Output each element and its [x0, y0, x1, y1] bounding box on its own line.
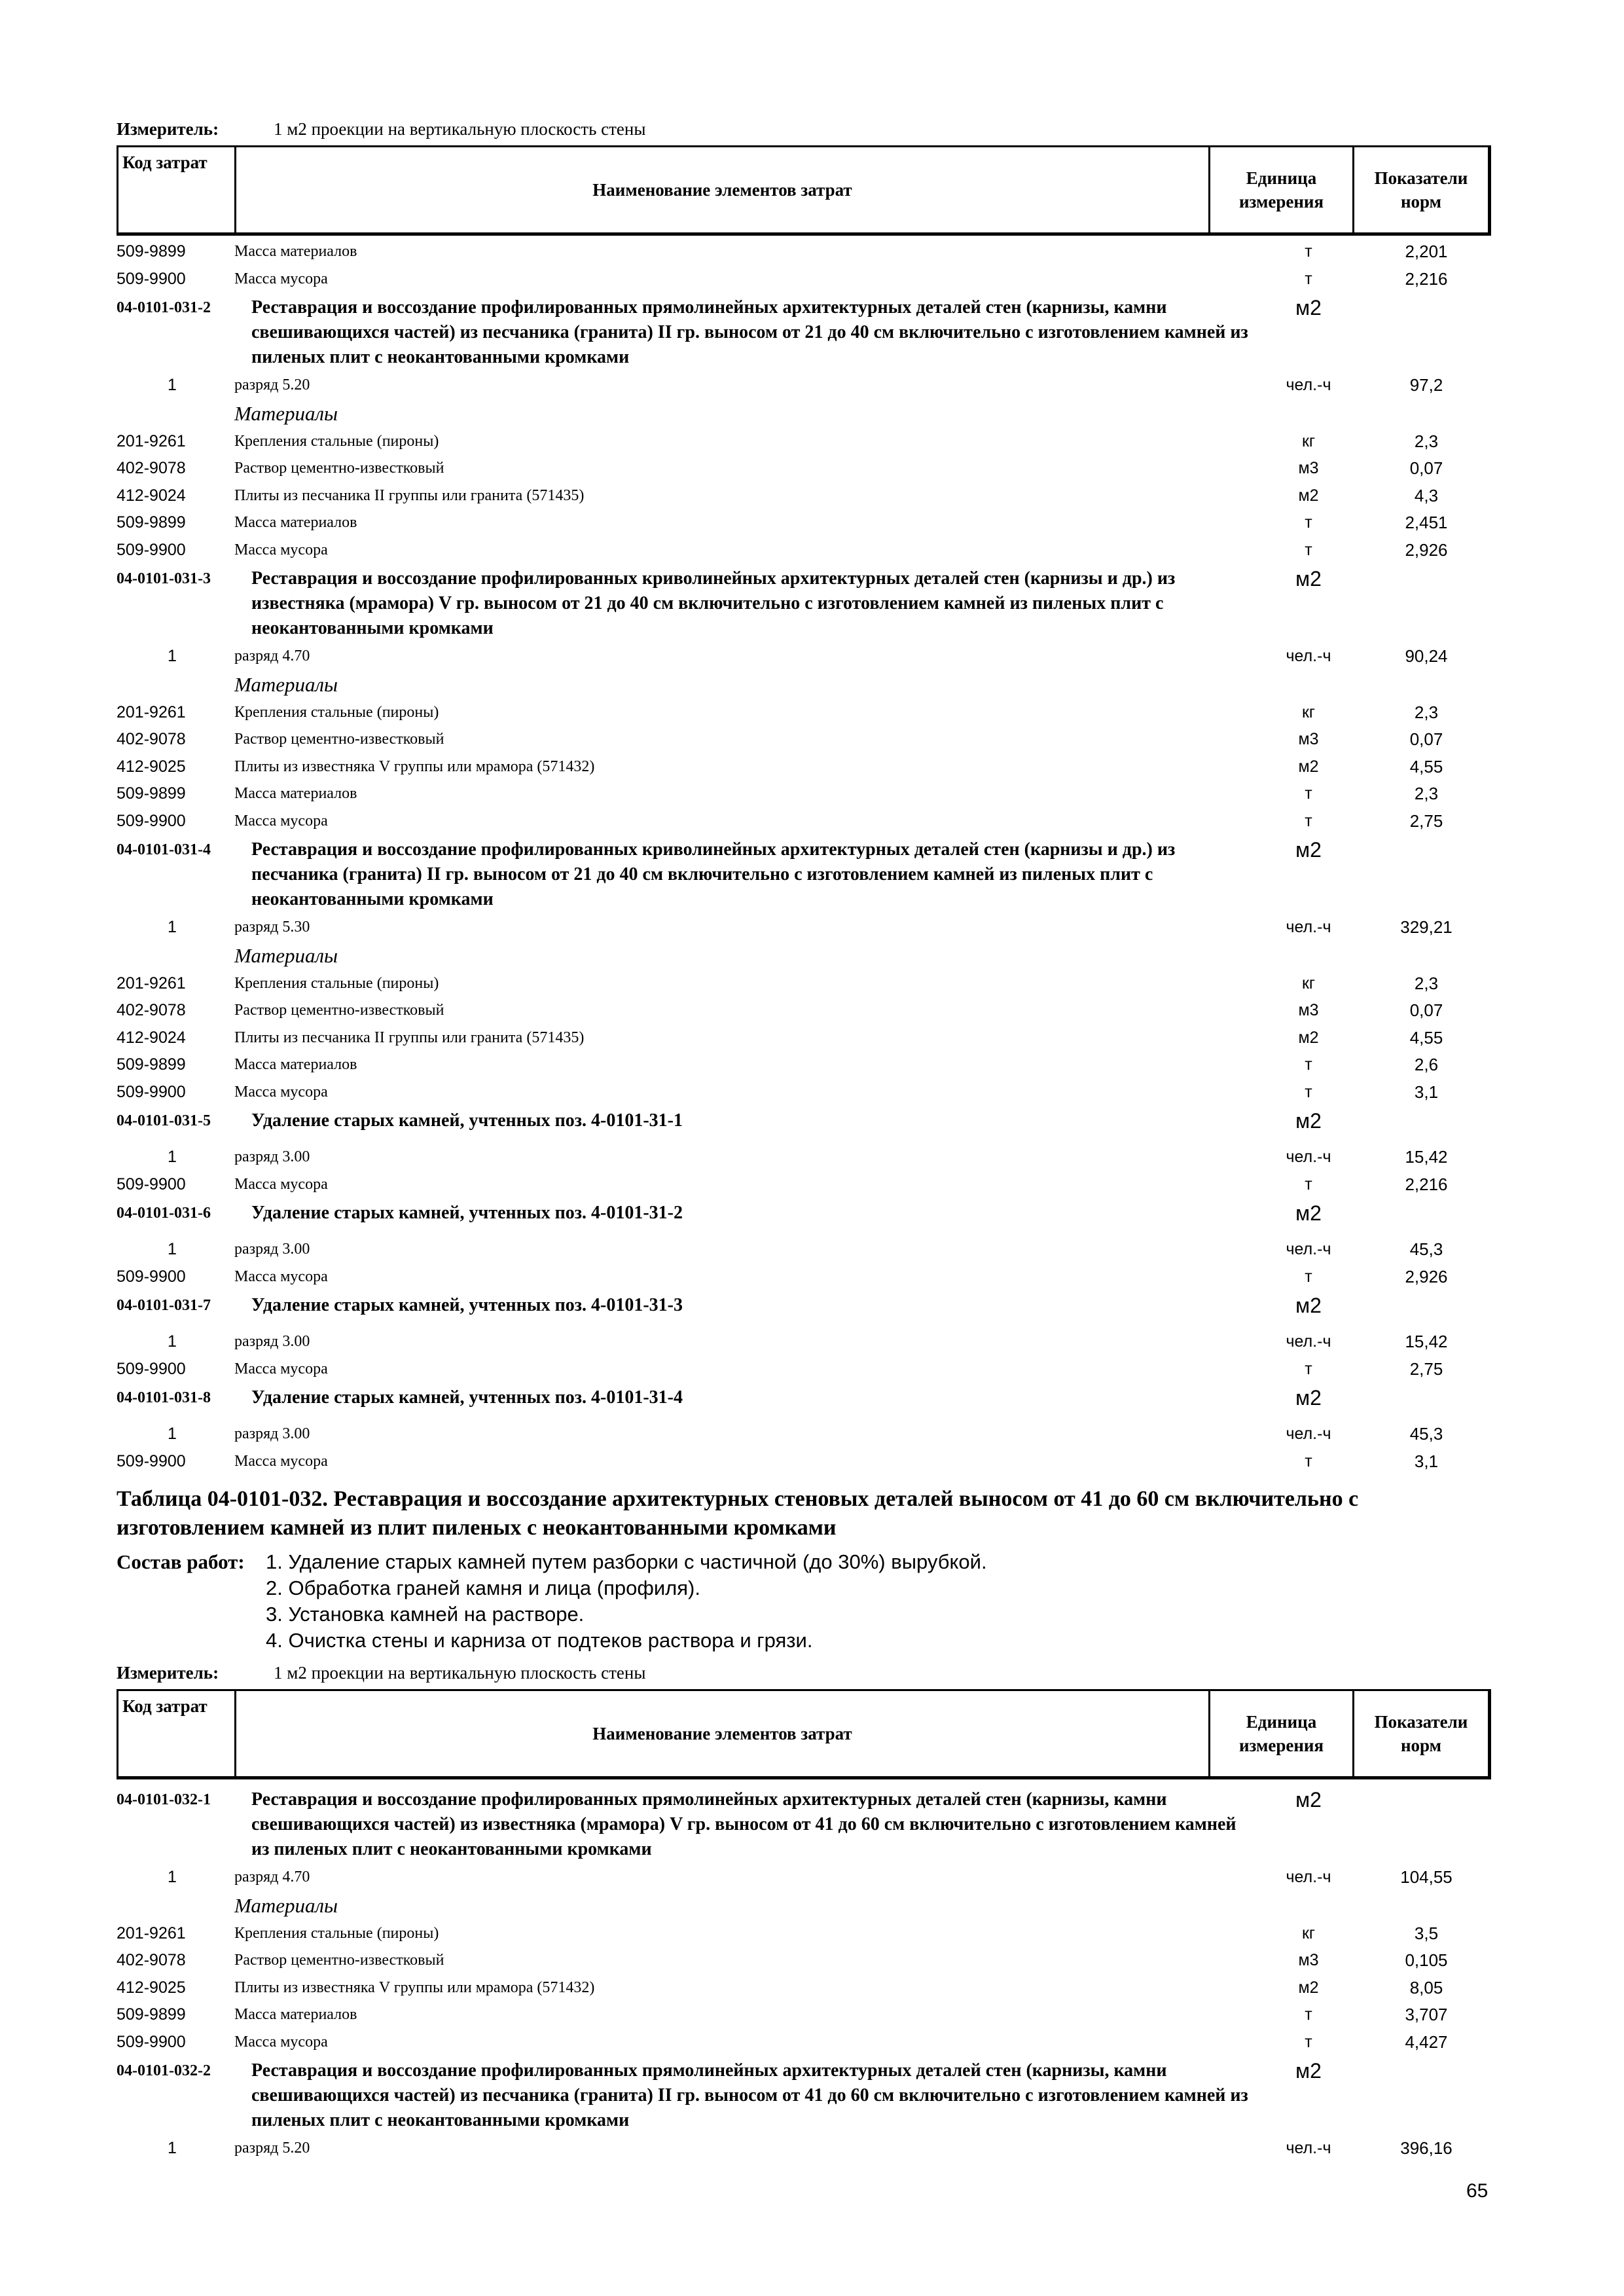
cost-code: 412-9024 [117, 1028, 186, 1047]
table-row [117, 372, 1491, 399]
cost-element-name: разряд 4.70 [234, 647, 310, 665]
unit-of-measure: т [1305, 1267, 1312, 1286]
norm-value: 3,1 [1414, 1082, 1439, 1102]
cost-element-name: Масса мусора [234, 1175, 328, 1193]
header-code: Код затрат [118, 147, 236, 232]
norm-value: 2,75 [1409, 1358, 1443, 1379]
cost-element-name: Масса мусора [234, 270, 328, 287]
unit-of-measure: м2 [1295, 1386, 1322, 1410]
cost-code: 412-9025 [117, 757, 186, 776]
cost-element-name: Реставрация и воссоздание профилированных прямолинейных архитектурных деталей стен (карнизы, камни свешивающихся частей) из песчаника (гранита) II гр. выносом от 41 до 60 см включительно с изготовлением камней из пиленых плит с неокантованными кромками [251, 2060, 1248, 2130]
work-step: 4. Очистка стены и карниза от подтеков раствора и грязи. [266, 1629, 813, 1652]
unit-of-measure: м3 [1298, 730, 1319, 748]
unit-of-measure: т [1305, 2005, 1312, 2024]
cost-code: 1 [168, 1868, 177, 1886]
table-header-1 [117, 145, 1491, 236]
unit-of-measure: т [1305, 1055, 1312, 1074]
cost-element-name: Крепления стальные (пироны) [234, 1924, 439, 1942]
table-body-1 [117, 238, 1491, 1475]
materials-subheading-row [117, 399, 1491, 428]
norm-value: 2,216 [1405, 268, 1448, 289]
cost-code: 509-9899 [117, 2005, 186, 2024]
cost-element-name: Плиты из известняка V группы или мрамора (571432) [234, 1978, 595, 1996]
cost-element-name: Масса мусора [234, 1083, 328, 1101]
measure-value: 1 м2 проекции на вертикальную плоскость стены [274, 1663, 646, 1683]
norm-value: 104,55 [1400, 1867, 1453, 1887]
norm-value: 15,42 [1405, 1332, 1448, 1351]
cost-element-name: Материалы [234, 943, 338, 967]
unit-of-measure: кг [1301, 702, 1316, 721]
materials-subheading-row [117, 1891, 1491, 1920]
cost-code: 201-9261 [117, 1923, 186, 1942]
cost-code: 509-9900 [117, 1082, 186, 1101]
unit-of-measure: м2 [1298, 1978, 1319, 1997]
unit-of-measure: м2 [1295, 296, 1322, 319]
cost-code: 04-0101-031-4 [117, 841, 211, 858]
cost-element-name: разряд 3.00 [234, 1333, 310, 1350]
cost-code: 1 [168, 1425, 177, 1443]
norm-value: 2,6 [1414, 1055, 1439, 1074]
unit-of-measure: т [1305, 269, 1312, 288]
norm-value: 396,16 [1400, 2138, 1453, 2158]
materials-subheading-row [117, 670, 1491, 699]
header-code: Код затрат [118, 1691, 236, 1776]
table-row [117, 509, 1491, 537]
measure-line-2 [117, 1663, 646, 1683]
cost-code: 04-0101-032-1 [117, 1791, 211, 1808]
table-row [117, 1328, 1491, 1356]
cost-element-name: Масса мусора [234, 1452, 328, 1470]
table-row [117, 2135, 1491, 2162]
unit-of-measure: м2 [1295, 1294, 1322, 1317]
table-row [117, 1264, 1491, 1291]
norm-value: 2,201 [1405, 242, 1448, 261]
work-composition-label: Состав работ: [117, 1550, 245, 1573]
cost-code: 1 [168, 1332, 177, 1351]
unit-of-measure: кг [1301, 1923, 1316, 1942]
unit-of-measure: чел.-ч [1286, 1240, 1331, 1258]
cost-code: 04-0101-031-8 [117, 1389, 211, 1406]
work-composition [117, 1549, 987, 1654]
cost-code: 04-0101-031-7 [117, 1297, 211, 1314]
cost-code: 04-0101-031-2 [117, 299, 211, 316]
table-row [117, 970, 1491, 998]
norm-value: 4,55 [1409, 1027, 1443, 1048]
table-row [117, 1975, 1491, 2002]
norm-value: 3,707 [1405, 2005, 1448, 2024]
work-step: 1. Удаление старых камней путем разборки с частичной (до 30%) вырубкой. [266, 1550, 987, 1573]
cost-code: 1 [168, 918, 177, 936]
table-row [117, 699, 1491, 727]
norm-value: 90,24 [1405, 646, 1448, 666]
unit-of-measure: чел.-ч [1286, 918, 1331, 936]
cost-element-name: Масса мусора [234, 1267, 328, 1285]
cost-element-name: Масса мусора [234, 541, 328, 558]
cost-element-name: Плиты из известняка V группы или мрамора (571432) [234, 757, 595, 775]
unit-of-measure: м2 [1298, 757, 1319, 776]
unit-of-measure: т [1305, 784, 1312, 803]
work-step: 2. Обработка граней камня и лица (профиля). [266, 1576, 700, 1599]
norm-value: 329,21 [1400, 917, 1453, 937]
cost-code: 201-9261 [117, 974, 186, 993]
norm-value: 0,07 [1409, 1000, 1443, 1020]
unit-of-measure: т [1305, 540, 1312, 559]
cost-element-name: разряд 4.70 [234, 1868, 310, 1886]
cost-code: 402-9078 [117, 730, 186, 748]
table-row [117, 483, 1491, 510]
unit-of-measure: чел.-ч [1286, 1425, 1331, 1443]
cost-code: 509-9900 [117, 1267, 186, 1286]
unit-of-measure: м2 [1295, 838, 1322, 862]
unit-of-measure: кг [1301, 431, 1316, 450]
norm-value: 8,05 [1409, 1977, 1443, 1997]
cost-code: 04-0101-031-6 [117, 1205, 211, 1222]
unit-of-measure: чел.-ч [1286, 1148, 1331, 1166]
unit-of-measure: м2 [1295, 1788, 1322, 1812]
unit-of-measure: м3 [1298, 1001, 1319, 1019]
cost-element-name: Раствор цементно-известковый [234, 460, 444, 477]
unit-of-measure: чел.-ч [1286, 1332, 1331, 1351]
unit-of-measure: м2 [1295, 2059, 1322, 2083]
table-row [117, 2029, 1491, 2056]
cost-element-name: Масса мусора [234, 2033, 328, 2050]
norm-value: 0,07 [1409, 458, 1443, 478]
table-row [117, 1448, 1491, 1476]
norm-heading-row [117, 2056, 1491, 2135]
unit-of-measure: м2 [1295, 1201, 1322, 1225]
table-row [117, 1025, 1491, 1052]
measure-value: 1 м2 проекции на вертикальную плоскость стены [274, 119, 646, 139]
norm-value: 2,3 [1414, 702, 1439, 722]
cost-code: 412-9024 [117, 486, 186, 505]
header-name: Наименование элементов затрат [236, 147, 1210, 232]
measure-label: Измеритель: [117, 1663, 219, 1683]
cost-element-name: разряд 3.00 [234, 1425, 310, 1442]
cost-code: 412-9025 [117, 1978, 186, 1997]
norm-value: 2,3 [1414, 784, 1439, 803]
cost-element-name: Раствор цементно-известковый [234, 1952, 444, 1969]
cost-element-name: разряд 3.00 [234, 1148, 310, 1165]
table-row [117, 537, 1491, 564]
cost-element-name: Крепления стальные (пироны) [234, 703, 439, 721]
cost-element-name: Масса мусора [234, 1360, 328, 1377]
materials-subheading-row [117, 941, 1491, 970]
norm-value: 3,5 [1414, 1923, 1439, 1943]
table-row [117, 1356, 1491, 1383]
norm-value: 0,07 [1409, 729, 1443, 749]
cost-code: 509-9899 [117, 513, 186, 532]
cost-element-name: Удаление старых камней, учтенных поз. 4-0101-31-2 [251, 1203, 683, 1223]
unit-of-measure: чел.-ч [1286, 376, 1331, 394]
norm-value: 2,3 [1414, 431, 1439, 451]
norm-heading-row [117, 1785, 1491, 1864]
norm-heading-row [117, 835, 1491, 914]
header-norm: Показатели норм [1374, 1711, 1468, 1755]
cost-code: 509-9900 [117, 2032, 186, 2051]
cost-code: 1 [168, 647, 177, 665]
header-name: Наименование элементов затрат [236, 1691, 1210, 1776]
unit-of-measure: м2 [1295, 567, 1322, 591]
norm-heading-row [117, 1198, 1491, 1236]
unit-of-measure: т [1305, 1359, 1312, 1378]
norm-value: 0,105 [1405, 1950, 1448, 1970]
table-row [117, 1421, 1491, 1448]
cost-element-name: Реставрация и воссоздание профилированных криволинейных архитектурных деталей стен (карнизы и др.) из известняка (мрамора) V гр. выносом от 21 до 40 см включительно с изготовлением камней из пиленых плит с неокантованными кромками [251, 568, 1176, 638]
unit-of-measure: т [1305, 513, 1312, 532]
table-row [117, 997, 1491, 1025]
table-row [117, 2001, 1491, 2029]
cost-element-name: Материалы [234, 401, 338, 425]
table-body-2 [117, 1785, 1491, 2162]
unit-of-measure: чел.-ч [1286, 2139, 1331, 2157]
table-row [117, 726, 1491, 754]
cost-element-name: Масса материалов [234, 243, 357, 260]
cost-element-name: Удаление старых камней, учтенных поз. 4-0101-31-3 [251, 1295, 683, 1315]
norm-heading-row [117, 1290, 1491, 1328]
cost-code: 04-0101-031-5 [117, 1112, 211, 1129]
cost-element-name: разряд 5.30 [234, 919, 310, 936]
cost-code: 509-9899 [117, 242, 186, 261]
unit-of-measure: т [1305, 1451, 1312, 1470]
norm-value: 4,3 [1414, 485, 1439, 505]
cost-element-name: Реставрация и воссоздание профилированных прямолинейных архитектурных деталей стен (карнизы, камни свешивающихся частей) из известняка (мрамора) V гр. выносом от 41 до 60 см включительно с изготовлением камней из пиленых плит с неокантованными кромками [251, 1789, 1236, 1859]
unit-of-measure: м3 [1298, 1951, 1319, 1969]
norm-value: 2,926 [1405, 539, 1448, 560]
norm-value: 45,3 [1409, 1239, 1443, 1259]
cost-code: 402-9078 [117, 1951, 186, 1969]
cost-element-name: Раствор цементно-известковый [234, 731, 444, 748]
work-composition-list [266, 1549, 987, 1654]
unit-of-measure: чел.-ч [1286, 647, 1331, 665]
table-row [117, 1171, 1491, 1199]
norm-value: 2,216 [1405, 1174, 1448, 1194]
cost-element-name: разряд 5.20 [234, 376, 310, 393]
unit-of-measure: т [1305, 1082, 1312, 1101]
norm-value: 45,3 [1409, 1424, 1443, 1444]
unit-of-measure: м2 [1295, 1109, 1322, 1133]
unit-of-measure: т [1305, 242, 1312, 261]
table-row [117, 1920, 1491, 1948]
norm-value: 2,451 [1405, 513, 1448, 532]
norm-heading-row [117, 1106, 1491, 1144]
unit-of-measure: м3 [1298, 459, 1319, 477]
table-row [117, 1236, 1491, 1264]
cost-code: 04-0101-031-3 [117, 570, 211, 587]
cost-element-name: Масса материалов [234, 514, 357, 531]
cost-element-name: Материалы [234, 1893, 338, 1917]
cost-element-name: Крепления стальные (пироны) [234, 432, 439, 450]
cost-code: 1 [168, 2139, 177, 2157]
norm-value: 2,926 [1405, 1266, 1448, 1286]
table-row [117, 238, 1491, 266]
cost-element-name: разряд 5.20 [234, 2140, 310, 2157]
page-number: 65 [1466, 2180, 1489, 2202]
cost-code: 509-9899 [117, 784, 186, 803]
unit-of-measure: т [1305, 1175, 1312, 1194]
cost-element-name: Плиты из песчаника II группы или гранита (571435) [234, 1029, 585, 1046]
norm-value: 15,42 [1405, 1147, 1448, 1167]
cost-code: 402-9078 [117, 1001, 186, 1019]
measure-line-1 [117, 119, 646, 139]
table-row [117, 643, 1491, 670]
table-header-2 [117, 1689, 1491, 1779]
cost-code: 509-9900 [117, 1451, 186, 1470]
unit-of-measure: т [1305, 811, 1312, 830]
cost-code: 1 [168, 376, 177, 394]
cost-element-name: Раствор цементно-известковый [234, 1002, 444, 1019]
norm-value: 97,2 [1409, 375, 1443, 395]
cost-element-name: Удаление старых камней, учтенных поз. 4-0101-31-4 [251, 1387, 683, 1408]
table-row [117, 1079, 1491, 1106]
cost-element-name: Масса материалов [234, 2006, 357, 2023]
norm-value: 4,55 [1409, 756, 1443, 776]
cost-code: 509-9900 [117, 811, 186, 830]
header-unit: Единица измерения [1210, 1691, 1354, 1776]
cost-element-name: Плиты из песчаника II группы или гранита (571435) [234, 486, 585, 504]
cost-code: 04-0101-032-2 [117, 2062, 211, 2079]
cost-code: 1 [168, 1148, 177, 1166]
table-row [117, 808, 1491, 835]
cost-element-name: Удаление старых камней, учтенных поз. 4-0101-31-1 [251, 1110, 683, 1131]
table-row [117, 780, 1491, 808]
norm-heading-row [117, 1383, 1491, 1421]
cost-code: 402-9078 [117, 459, 186, 477]
table-row [117, 754, 1491, 781]
table-row [117, 428, 1491, 456]
table-row [117, 1947, 1491, 1975]
work-step: 3. Установка камней на растворе. [266, 1603, 585, 1626]
table-row [117, 455, 1491, 483]
cost-element-name: разряд 3.00 [234, 1241, 310, 1258]
table-2-title: Таблица 04-0101-032. Реставрация и воссоздание архитектурных стеновых деталей выносом от 41 до 60 см включительно с изготовлением камней из плит пиленых с неокантованными кромками [117, 1487, 1359, 1540]
norm-value: 3,1 [1414, 1451, 1439, 1471]
cost-element-name: Масса материалов [234, 1056, 357, 1073]
norm-heading-row [117, 293, 1491, 372]
cost-element-name: Крепления стальные (пироны) [234, 974, 439, 992]
unit-of-measure: м2 [1298, 486, 1319, 505]
cost-element-name: Масса материалов [234, 785, 357, 802]
cost-element-name: Масса мусора [234, 812, 328, 829]
unit-of-measure: т [1305, 2032, 1312, 2051]
cost-code: 509-9900 [117, 540, 186, 559]
header-norm: Показатели норм [1374, 168, 1468, 211]
measure-label: Измеритель: [117, 119, 219, 139]
cost-code: 509-9900 [117, 1175, 186, 1194]
unit-of-measure: чел.-ч [1286, 1868, 1331, 1886]
cost-code: 509-9900 [117, 1359, 186, 1378]
norm-value: 4,427 [1405, 2032, 1448, 2052]
unit-of-measure: кг [1301, 974, 1316, 993]
norm-heading-row [117, 564, 1491, 643]
cost-element-name: Реставрация и воссоздание профилированных прямолинейных архитектурных деталей стен (карнизы, камни свешивающихся частей) из песчаника (гранита) II гр. выносом от 21 до 40 см включительно с изготовлением камней из пиленых плит с неокантованными кромками [251, 297, 1248, 367]
cost-code: 1 [168, 1240, 177, 1258]
norm-value: 2,3 [1414, 973, 1439, 993]
table-row [117, 1864, 1491, 1891]
norm-value: 2,75 [1409, 811, 1443, 831]
cost-element-name: Реставрация и воссоздание профилированных криволинейных архитектурных деталей стен (карнизы и др.) из песчаника (гранита) II гр. выносом от 21 до 40 см включительно с изготовлением камней из пиленых плит с неокантованными кромками [251, 839, 1176, 909]
cost-code: 201-9261 [117, 431, 186, 450]
table-row [117, 914, 1491, 941]
cost-element-name: Материалы [234, 672, 338, 696]
table-row [117, 266, 1491, 293]
cost-code: 509-9900 [117, 269, 186, 288]
header-unit: Единица измерения [1210, 147, 1354, 232]
table-row [117, 1144, 1491, 1171]
table-row [117, 1051, 1491, 1079]
cost-code: 509-9899 [117, 1055, 186, 1074]
cost-code: 201-9261 [117, 702, 186, 721]
unit-of-measure: м2 [1298, 1028, 1319, 1047]
